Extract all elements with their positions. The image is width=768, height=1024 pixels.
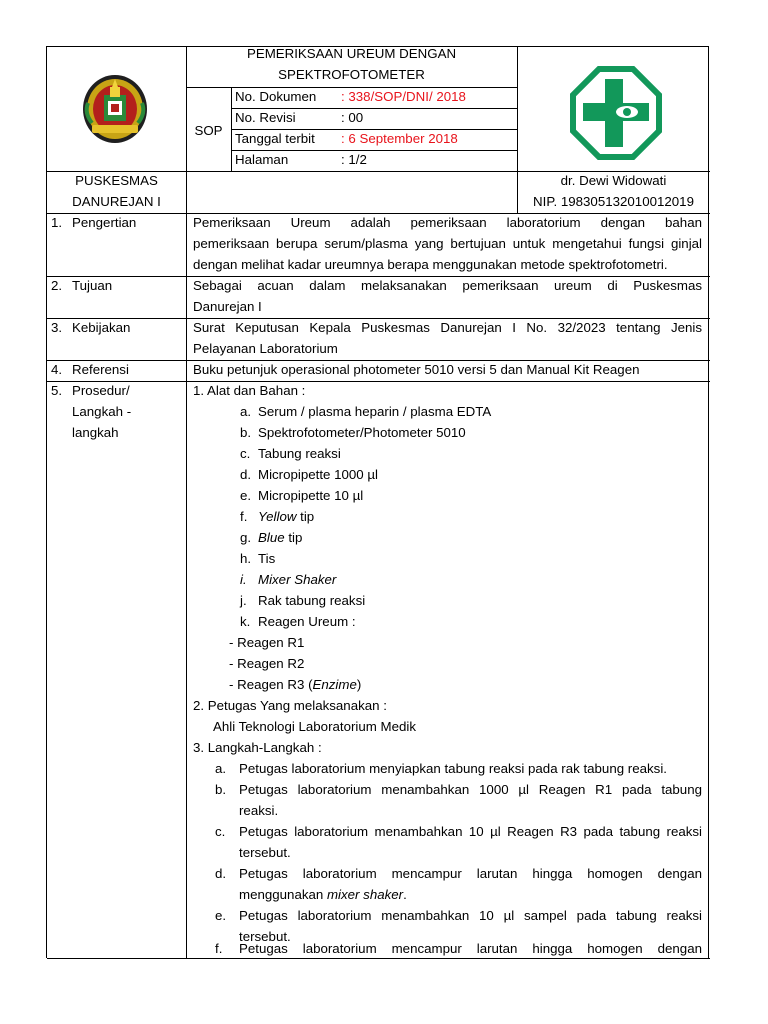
step-letter: a. [215,761,227,776]
city-emblem-logo [80,73,150,145]
list-letter: c. [240,446,251,461]
langkah-heading: 3. Langkah-Langkah : [193,740,322,755]
list-letter: a. [240,404,252,419]
document-title-line2: SPEKTROFOTOMETER [278,67,425,82]
reagen-item [229,675,361,695]
pengertian-line: pemeriksaan berupa serum/plasma yang bertujuan untuk mengetahui fungsi ginjal [193,236,702,251]
alat-heading: 1. Alat dan Bahan : [193,383,306,398]
step-line: tersebut. [239,845,291,860]
list-item: Spektrofotometer/Photometer 5010 [258,425,466,440]
signer-name: dr. Dewi Widowati [560,173,667,188]
reagen-item-text: - Reagen R3 ( [229,677,313,692]
tujuan-line: Sebagai acuan dalam melaksanakan pemeriksaan ureum di Puskesmas [193,278,702,293]
org-name-line2: DANUREJAN I [72,194,161,209]
step-line: tersebut. [239,929,291,944]
sop-label: SOP [194,123,223,138]
step-line: Petugas laboratorium menambahkan 10 µl Reagen R3 pada tabung reaksi [239,824,702,839]
list-item-rest: tip [296,509,315,524]
list-item: Rak tabung reaksi [258,593,366,608]
kebijakan-line: Surat Keputusan Kepala Puskesmas Danurejan I No. 32/2023 tentang Jenis [193,320,702,335]
list-letter: f. [240,509,248,524]
reagen-item: - Reagen R1 [229,635,305,650]
step-letter: d. [215,866,227,881]
list-item-italic: Mixer Shaker [258,572,337,587]
kebijakan-line: Pelayanan Laboratorium [193,341,338,356]
step-letter: b. [215,782,227,797]
meta-value-halaman: : 1/2 [341,152,367,167]
step-punct: . [403,887,407,902]
list-item: Micropipette 10 µl [258,488,364,503]
section-label-pengertian: Pengertian [72,215,137,230]
list-letter: h. [240,551,252,566]
section-label-tujuan: Tujuan [72,278,113,293]
meta-value-tanggal-terbit: : 6 September 2018 [341,131,458,146]
pengertian-line: dengan melihat kadar ureumnya berapa menggunakan metode spektrofotometri. [193,257,668,272]
section-label-prosedur: langkah [72,425,119,440]
section-label-kebijakan: Kebijakan [72,320,131,335]
puskesmas-logo [569,65,663,161]
step-letter: c. [215,824,226,839]
list-item-italic: Blue [258,530,285,545]
list-letter: d. [240,467,252,482]
org-name-line1: PUSKESMAS [75,173,158,188]
divider [186,47,187,959]
step-line: Petugas laboratorium mencampur larutan hingga homogen dengan [239,941,702,956]
list-letter: g. [240,530,252,545]
section-label-prosedur: Prosedur/ [72,383,130,398]
step-line: reaksi. [239,803,279,818]
list-item [258,528,302,548]
list-letter: e. [240,488,252,503]
divider [47,958,710,959]
reagen-item-italic: Enzime [312,677,357,692]
step-line: Petugas laboratorium menambahkan 10 µl sampel pada tabung reaksi [239,908,702,923]
step-letter: f. [215,941,223,956]
meta-label-no-dokumen: No. Dokumen [235,89,317,104]
section-label-prosedur: Langkah - [72,404,132,419]
step-text: menggunakan [239,887,327,902]
list-letter: j. [240,593,247,608]
section-label-referensi: Referensi [72,362,129,377]
document-title-line1: PEMERIKSAAN UREUM DENGAN [246,46,457,61]
petugas-value: Ahli Teknologi Laboratorium Medik [213,719,417,734]
list-item: Serum / plasma heparin / plasma EDTA [258,404,492,419]
step-line: Petugas laboratorium menambahkan 1000 µl Reagen R1 pada tabung [239,782,702,797]
step-line: Petugas laboratorium menyiapkan tabung reaksi pada rak tabung reaksi. [239,761,667,776]
meta-value-no-revisi: : 00 [341,110,364,125]
meta-value-no-dokumen: : 338/SOP/DNI/ 2018 [341,89,466,104]
list-item: Tabung reaksi [258,446,341,461]
reagen-item: - Reagen R2 [229,656,305,671]
list-item [258,507,314,527]
list-item: Tis [258,551,276,566]
section-number: 5. [51,383,63,398]
sop-document [46,46,709,958]
section-number: 2. [51,278,63,293]
step-letter: e. [215,908,227,923]
list-item-italic: Yellow [258,509,297,524]
divider [231,87,232,171]
step-line: Petugas laboratorium mencampur larutan hingga homogen dengan [239,866,702,881]
section-number: 1. [51,215,63,230]
list-item: Micropipette 1000 µl [258,467,379,482]
meta-label-no-revisi: No. Revisi [235,110,296,125]
list-item-rest: tip [284,530,303,545]
step-italic: mixer shaker [326,887,404,902]
meta-label-tanggal-terbit: Tanggal terbit [235,131,315,146]
section-number: 4. [51,362,63,377]
referensi-line: Buku petunjuk operasional photometer 5010 versi 5 dan Manual Kit Reagen [193,362,640,377]
list-letter: b. [240,425,252,440]
signer-nip: NIP. 198305132010012019 [533,194,694,209]
section-number: 3. [51,320,63,335]
list-letter: i. [240,572,247,587]
divider [47,381,710,382]
pengertian-line: Pemeriksaan Ureum adalah pemeriksaan laboratorium dengan bahan [193,215,702,230]
list-item: Reagen Ureum : [258,614,356,629]
petugas-heading: 2. Petugas Yang melaksanakan : [193,698,387,713]
reagen-item-close: ) [356,677,362,692]
list-letter: k. [240,614,251,629]
tujuan-line: Danurejan I [193,299,262,314]
meta-label-halaman: Halaman [235,152,289,167]
list-item [258,570,336,590]
step-line [239,885,407,905]
